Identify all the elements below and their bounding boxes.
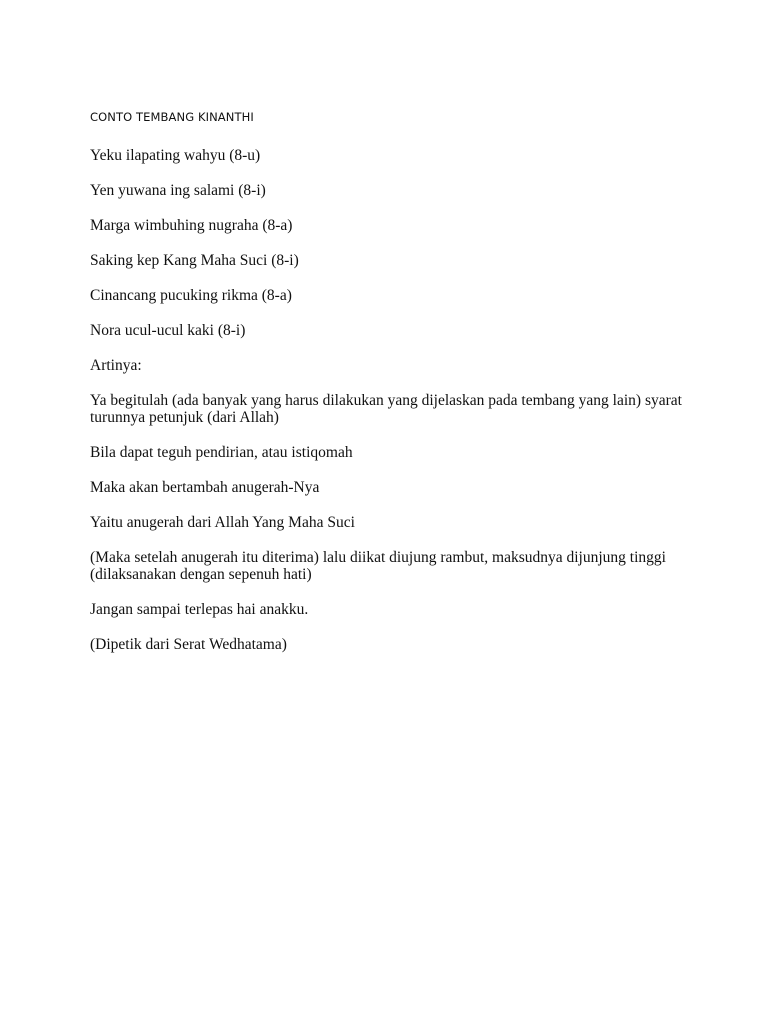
verse-line-3: Marga wimbuhing nugraha (8-a) (90, 217, 293, 234)
verse-line-4: Saking kep Kang Maha Suci (8-i) (90, 252, 299, 269)
meaning-heading: Artinya: (90, 357, 142, 374)
verse-line-6: Nora ucul-ucul kaki (8-i) (90, 322, 246, 339)
document-title: CONTO TEMBANG KINANTHI (90, 110, 254, 124)
meaning-paragraph-5: (Maka setelah anugerah itu diterima) lalu diikat diujung rambut, maksudnya dijunjung tinggi (dilaksanakan dengan sepenuh hati) (90, 549, 666, 583)
meaning-paragraph-3: Maka akan bertambah anugerah-Nya (90, 479, 320, 496)
verse-line-1: Yeku ilapating wahyu (8-u) (90, 147, 261, 164)
meaning-paragraph-6: Jangan sampai terlepas hai anakku. (90, 601, 309, 618)
verse-line-2: Yen yuwana ing salami (8-i) (90, 182, 266, 199)
meaning-paragraph-2: Bila dapat teguh pendirian, atau istiqomah (90, 444, 353, 461)
meaning-paragraph-1: Ya begitulah (ada banyak yang harus dilakukan yang dijelaskan pada tembang yang lain) syarat turunnya petunjuk (dari Allah) (90, 392, 682, 426)
meaning-paragraph-4: Yaitu anugerah dari Allah Yang Maha Suci (90, 514, 355, 531)
verse-line-5: Cinancang pucuking rikma (8-a) (90, 287, 292, 304)
source-citation: (Dipetik dari Serat Wedhatama) (90, 636, 287, 653)
